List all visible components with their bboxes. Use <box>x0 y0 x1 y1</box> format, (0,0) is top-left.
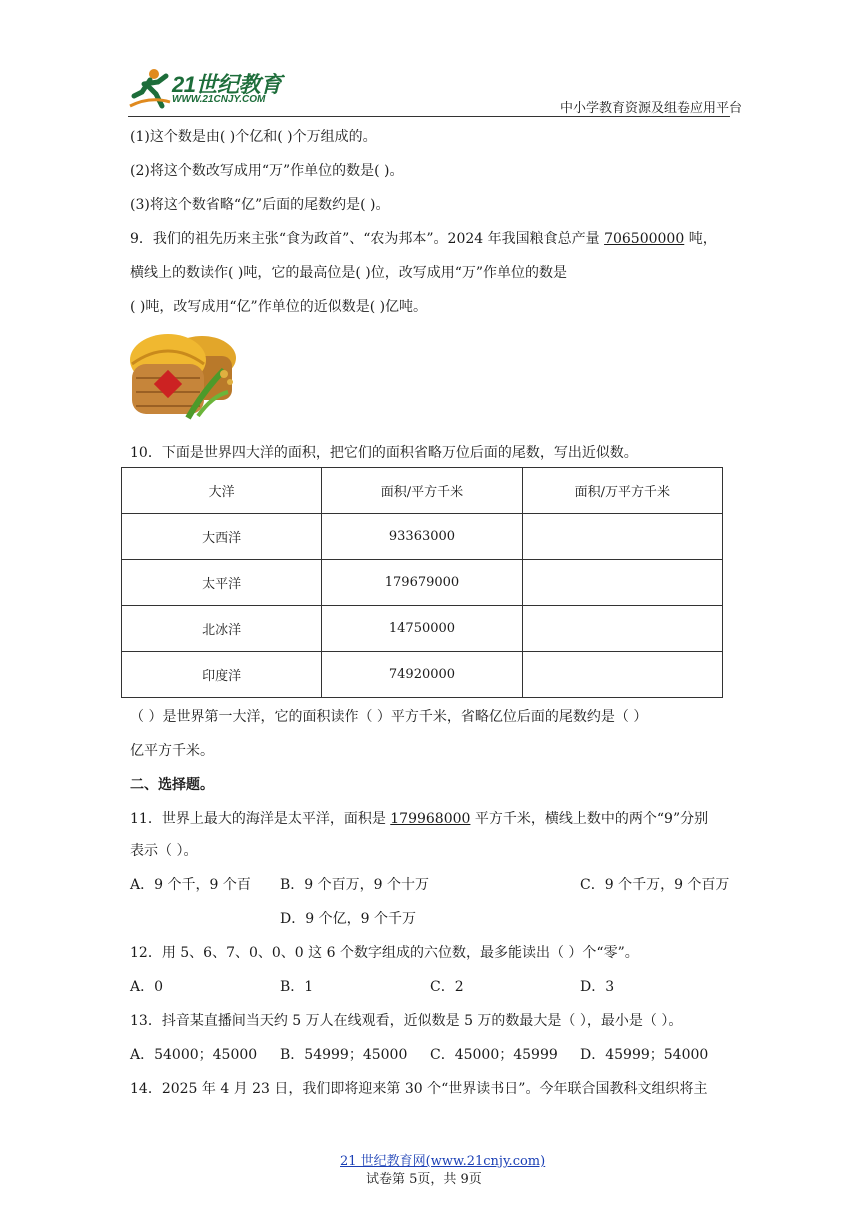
q9-unit: 吨， <box>684 231 717 247</box>
q12-option-a[interactable]: A．0 <box>130 979 164 995</box>
ocean-area-cell: 93363000 <box>322 514 522 560</box>
site-logo <box>128 66 288 112</box>
table-row <box>122 606 723 652</box>
q8-part1: (1)这个数是由( )个亿和( )个万组成的。 <box>130 129 377 145</box>
q12-option-c[interactable]: C．2 <box>430 979 464 995</box>
q9-line1 <box>130 228 717 248</box>
ocean-area-cell: 179679000 <box>322 560 522 606</box>
ocean-name-cell: 印度洋 <box>122 652 322 698</box>
logo-url: WWW.21CNJY.COM <box>172 94 266 105</box>
q12-option-d[interactable]: D．3 <box>580 979 615 995</box>
q10-prompt: 10．下面是世界四大洋的面积，把它们的面积省略万位后面的尾数，写出近似数。 <box>130 445 638 461</box>
table-row <box>122 560 723 606</box>
grain-basket-illustration <box>128 330 240 420</box>
q9-text: 9．我们的祖先历来主张“食为政首”、“农为邦本”。2024 年我国粮食总产量 <box>130 231 605 247</box>
q9-underlined-number: 706500000 <box>604 231 685 247</box>
ocean-name-cell: 北冰洋 <box>122 606 322 652</box>
platform-title: 中小学教育资源及组卷应用平台 <box>560 101 743 116</box>
q11-text-after: 平方千米，横线上数中的两个“9”分别 <box>470 811 709 827</box>
q11-text: 11．世界上最大的海洋是太平洋，面积是 <box>130 811 391 827</box>
q11-option-b[interactable]: B．9 个百万，9 个十万 <box>280 877 430 893</box>
ocean-area-cell: 74920000 <box>322 652 522 698</box>
page-number: 试卷第 5页，共 9页 <box>366 1172 482 1187</box>
q9-line3: ( )吨，改写成用“亿”作单位的近似数是( )亿吨。 <box>130 299 428 315</box>
q12-option-b[interactable]: B．1 <box>280 979 314 995</box>
footer-site-link[interactable]: 21 世纪教育网(www.21cnjy.com) <box>340 1154 546 1169</box>
q11-line2: 表示（ ）。 <box>130 843 198 859</box>
header-divider <box>128 116 730 117</box>
q13-prompt: 13．抖音某直播间当天约 5 万人在线观看，近似数是 5 万的数最大是（ ），最小是（ ）。 <box>130 1013 683 1029</box>
q11-line1 <box>130 808 708 828</box>
ocean-area-table <box>121 467 723 698</box>
answer-cell[interactable] <box>522 652 722 698</box>
table-row <box>122 514 723 560</box>
q13-option-b[interactable]: B．54999；45000 <box>280 1047 408 1063</box>
q11-option-c[interactable]: C．9 个千万，9 个百万 <box>580 877 730 893</box>
q13-option-d[interactable]: D．45999；54000 <box>580 1047 709 1063</box>
table-row <box>122 652 723 698</box>
section-title: 二、选择题。 <box>130 777 214 793</box>
q10-follow-up-line1: （ ）是世界第一大洋，它的面积读作（ ）平方千米，省略亿位后面的尾数约是（ ） <box>130 709 648 725</box>
q9-line2: 横线上的数读作( )吨，它的最高位是( )位，改写成用“万”作单位的数是 <box>130 265 568 281</box>
q11-option-a[interactable]: A．9 个千，9 个百 <box>130 877 251 893</box>
q11-underlined-number: 179968000 <box>390 811 471 827</box>
logo-text: 21世纪教育 <box>172 72 282 97</box>
q11-option-d[interactable]: D．9 个亿，9 个千万 <box>280 911 416 927</box>
table-header-cell: 大洋 <box>122 468 322 514</box>
runner-logo-icon <box>128 66 172 110</box>
q12-prompt: 12．用 5、6、7、0、0、0 这 6 个数字组成的六位数，最多能读出（ ）个“零”。 <box>130 945 639 961</box>
q10-follow-up-line2: 亿平方千米。 <box>130 743 214 759</box>
ocean-name-cell: 大西洋 <box>122 514 322 560</box>
answer-cell[interactable] <box>522 560 722 606</box>
q13-option-a[interactable]: A．54000；45000 <box>130 1047 258 1063</box>
q8-part2: (2)将这个数改写成用“万”作单位的数是( )。 <box>130 163 404 179</box>
q14-prompt: 14．2025 年 4 月 23 日，我们即将迎来第 30 个“世界读书日”。今年联合国教科文组织将主 <box>130 1081 708 1097</box>
table-header-row <box>122 468 723 514</box>
answer-cell[interactable] <box>522 514 722 560</box>
q13-option-c[interactable]: C．45000；45999 <box>430 1047 558 1063</box>
answer-cell[interactable] <box>522 606 722 652</box>
table-header-cell: 面积/平方千米 <box>322 468 522 514</box>
ocean-name-cell: 太平洋 <box>122 560 322 606</box>
ocean-area-cell: 14750000 <box>322 606 522 652</box>
table-header-cell: 面积/万平方千米 <box>522 468 722 514</box>
q8-part3: (3)将这个数省略“亿”后面的尾数约是( )。 <box>130 197 390 213</box>
